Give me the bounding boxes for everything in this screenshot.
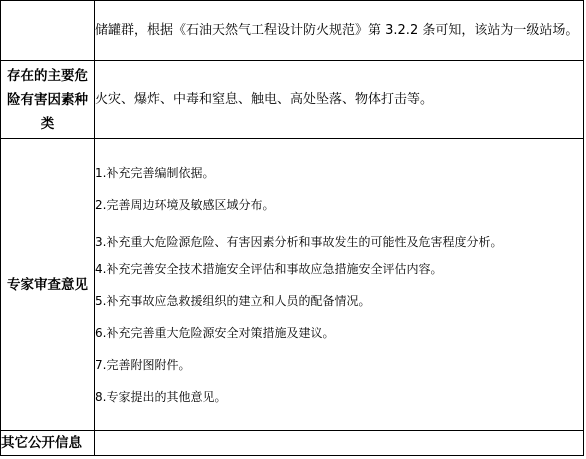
row-label-expert-opinions: 专家审查意见 — [1, 139, 95, 431]
hazards-text: 火灾、爆炸、中毒和窒息、触电、高处坠落、物体打击等。 — [95, 61, 584, 139]
expert-opinion-item: 4.补充完善安全技术措施安全评估和事故应急措施安全评估内容。 — [95, 261, 443, 276]
expert-opinion-item: 1.补充完善编制依据。 — [95, 165, 215, 180]
table-row-expert-opinions — [1, 139, 584, 431]
expert-opinion-item: 2.完善周边环境及敏感区域分布。 — [95, 197, 275, 212]
expert-opinion-item: 8.专家提出的其他意见。 — [95, 389, 227, 404]
other-info-text — [95, 431, 584, 456]
row-label-other-info: 其它公开信息 — [1, 431, 95, 456]
row-label-hazards: 存在的主要危险有害因素种类 — [1, 61, 95, 139]
table-row-hazards — [1, 61, 584, 139]
table-row-site-level — [1, 1, 584, 61]
row-label-site-level — [1, 1, 95, 61]
expert-opinions-list — [95, 159, 583, 411]
expert-opinion-item: 5.补充事故应急救援组织的建立和人员的配备情况。 — [95, 293, 371, 308]
table-row-other-info — [1, 431, 584, 456]
expert-opinion-item: 7.完善附图附件。 — [95, 357, 191, 372]
site-level-text: 储罐群，根据《石油天然气工程设计防火规范》第 3.2.2 条可知，该站为一级站场。 — [95, 1, 584, 61]
expert-opinion-item: 6.补充完善重大危险源安全对策措施及建议。 — [95, 325, 335, 340]
expert-opinions-cell — [95, 139, 584, 431]
expert-opinion-item: 3.补充重大危险源危险、有害因素分析和事故发生的可能性及危害程度分析。 — [95, 234, 503, 249]
